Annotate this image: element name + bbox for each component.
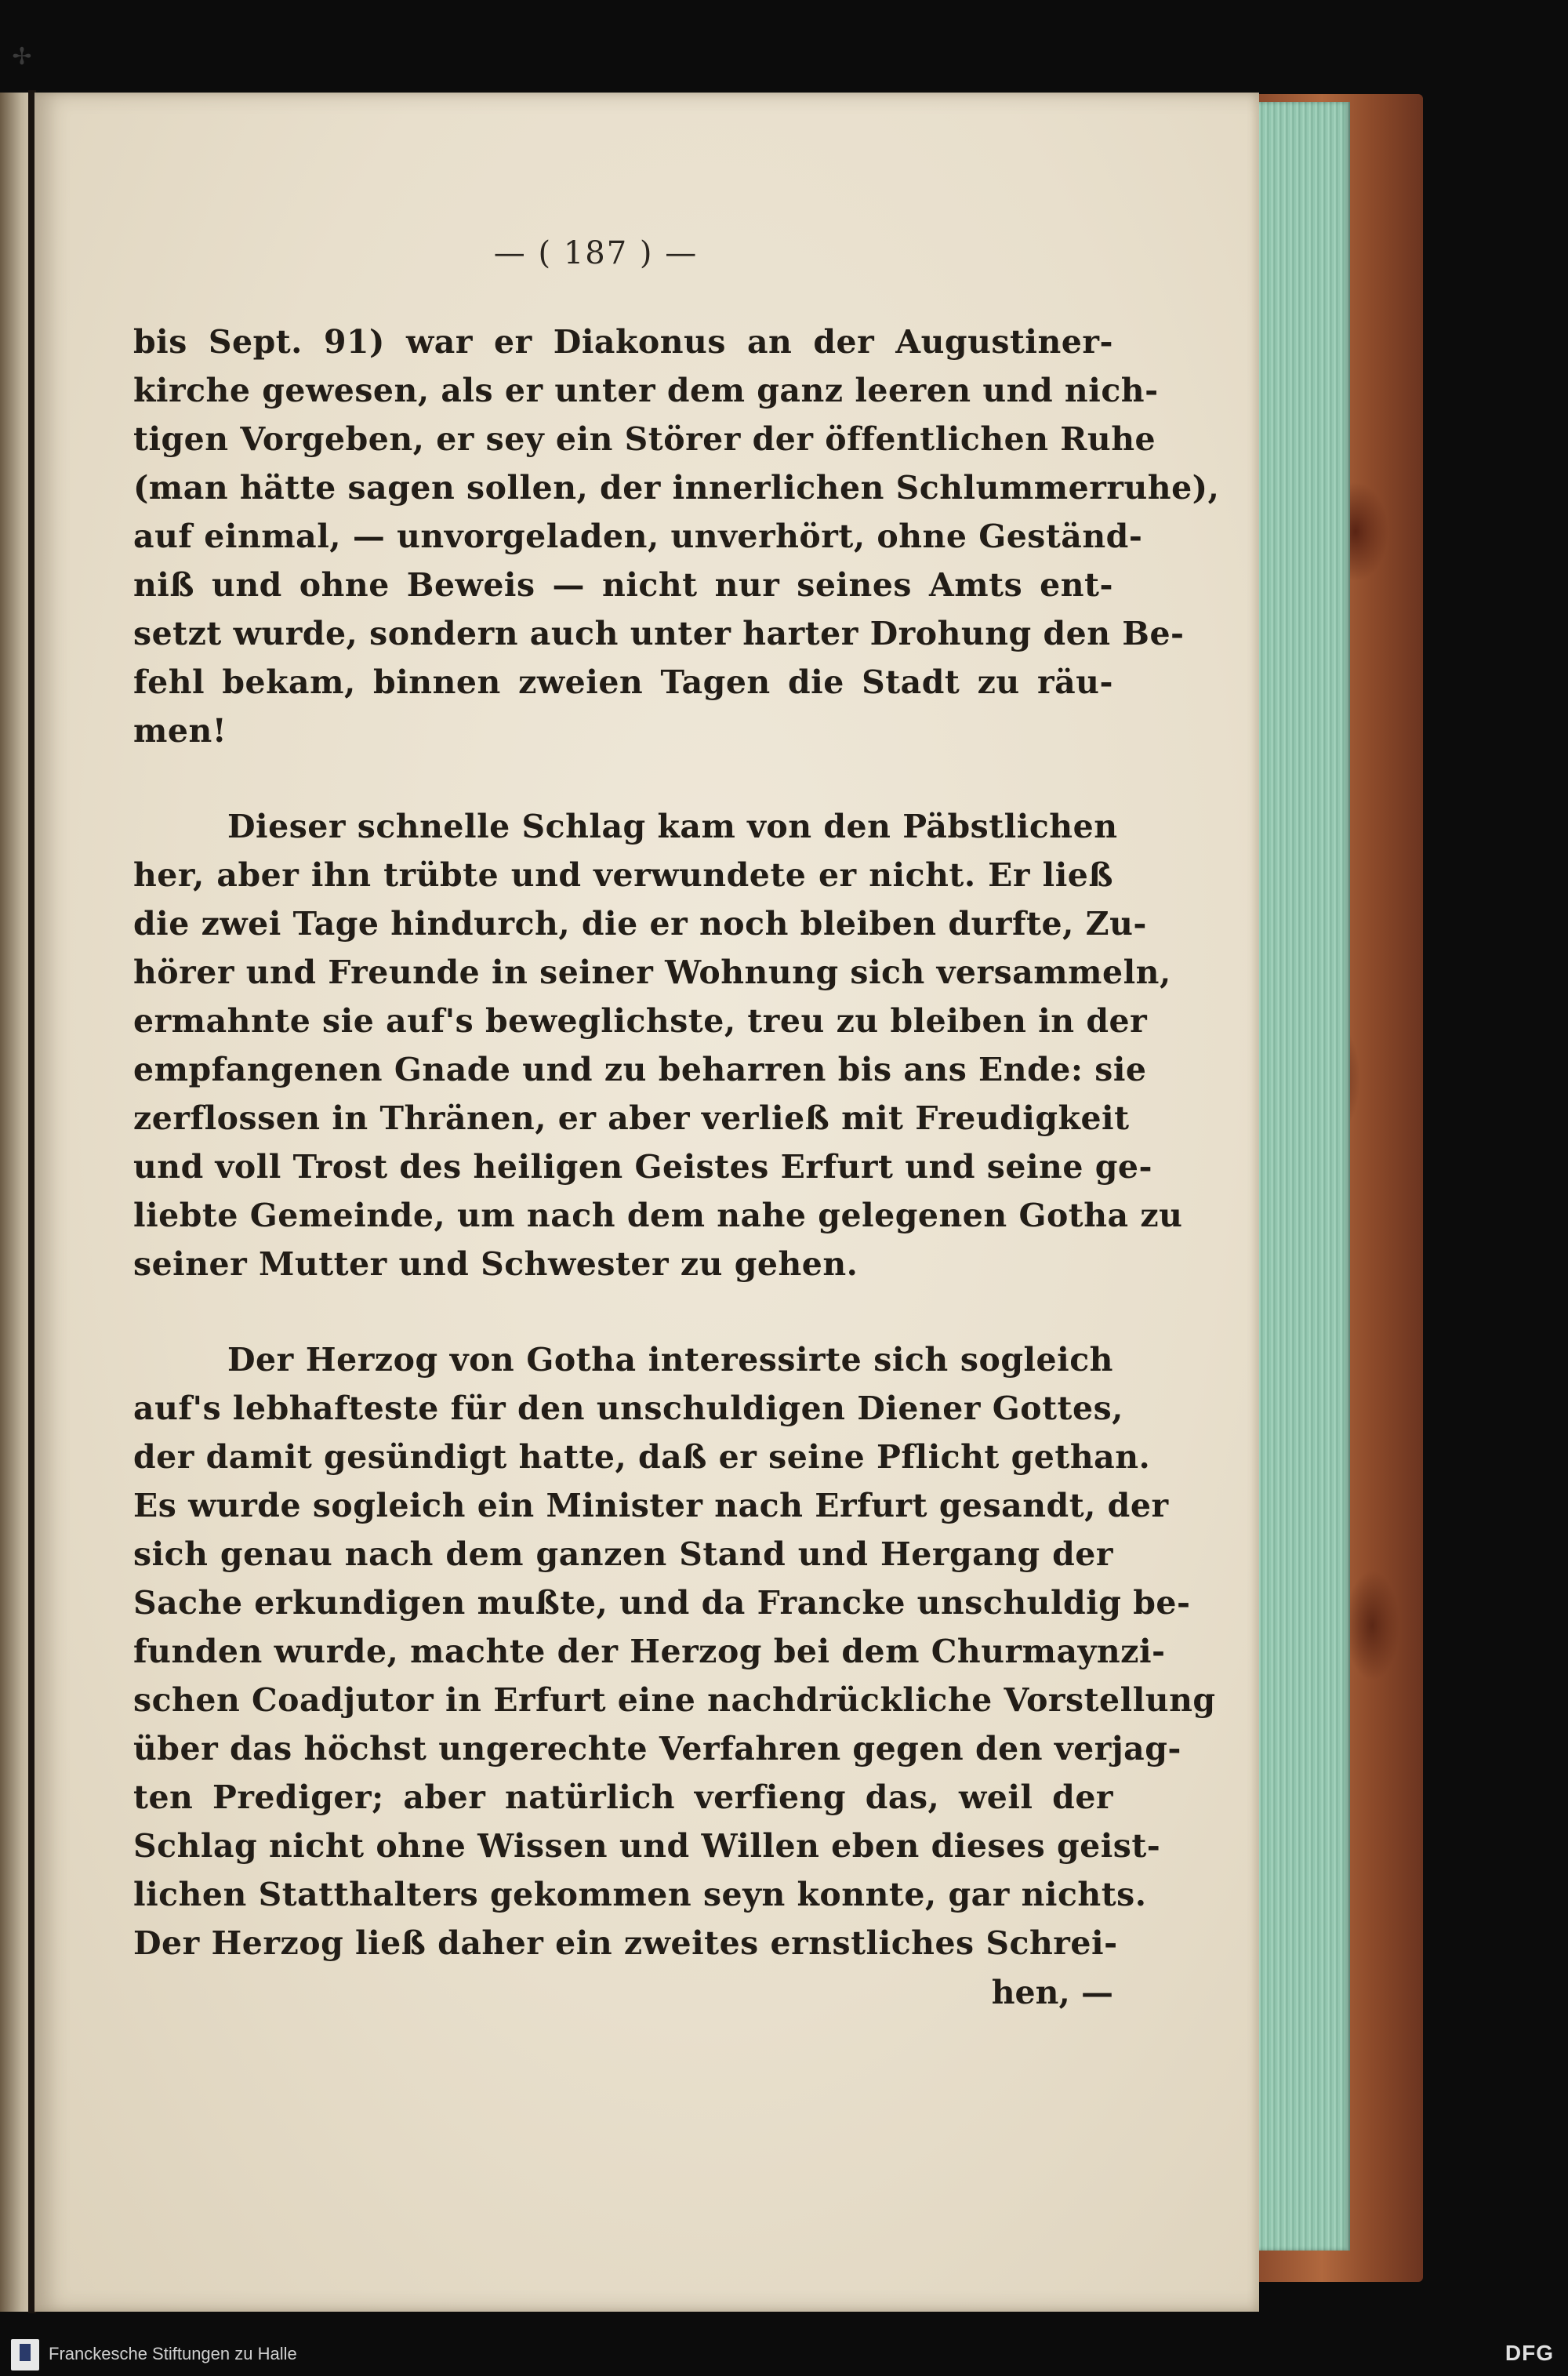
text-line: Der Herzog von Gotha interessirte sich sogleich xyxy=(227,1341,1113,1379)
institution-logo-icon xyxy=(11,2339,39,2371)
viewer-footer xyxy=(0,2333,1568,2376)
text-line: tigen Vorgeben, er sey ein Störer der öffentlichen Ruhe xyxy=(133,420,1156,458)
text-line: der damit gesündigt hatte, daß er seine Pflicht gethan. xyxy=(133,1438,1151,1476)
paragraph-3 xyxy=(133,1335,1216,1967)
text-line: setzt wurde, sondern auch unter harter Drohung den Be- xyxy=(133,615,1185,652)
text-line: liebte Gemeinde, um nach dem nahe gelegenen Gotha zu xyxy=(133,1197,1183,1234)
fold-icon: ✢ xyxy=(12,43,32,71)
paragraph-2 xyxy=(133,802,1183,1288)
text-line: men! xyxy=(133,712,227,750)
text-line: Schlag nicht ohne Wissen und Willen eben dieses geist- xyxy=(133,1827,1161,1865)
text-line: auf einmal, — unvorgeladen, unverhört, ohne Geständ- xyxy=(133,518,1143,555)
text-line: hörer und Freunde in seiner Wohnung sich versammeln, xyxy=(133,954,1171,991)
text-line: und voll Trost des heiligen Geistes Erfurt und seine ge- xyxy=(133,1148,1152,1186)
text-line: auf's lebhafteste für den unschuldigen Diener Gottes, xyxy=(133,1390,1123,1427)
text-line: kirche gewesen, als er unter dem ganz leeren und nich- xyxy=(133,372,1159,409)
dfg-logo: DFG xyxy=(1504,2341,1554,2365)
text-line: die zwei Tage hindurch, die er noch bleiben durfte, Zu- xyxy=(133,905,1147,943)
page-edges xyxy=(1254,102,1350,2251)
text-line: seiner Mutter und Schwester zu gehen. xyxy=(133,1245,858,1283)
text-line: ermahnte sie auf's beweglichste, treu zu bleiben in der xyxy=(133,1002,1148,1040)
text-line: fehl bekam, binnen zweien Tagen die Stadt zu räu- xyxy=(133,663,1113,701)
text-line: zerflossen in Thränen, er aber verließ mit Freudigkeit xyxy=(133,1099,1130,1137)
text-line: Sache erkundigen mußte, und da Francke unschuldig be- xyxy=(133,1584,1191,1622)
text-line: Der Herzog ließ daher ein zweites ernstliches Schrei- xyxy=(133,1924,1118,1962)
page-header: — ( 187 ) — xyxy=(493,235,699,271)
text-line: sich genau nach dem ganzen Stand und Hergang der xyxy=(133,1535,1113,1573)
text-line: bis Sept. 91) war er Diakonus an der Augustiner- xyxy=(133,323,1113,361)
text-line: Dieser schnelle Schlag kam von den Päbstlichen xyxy=(227,808,1118,845)
text-line: schen Coadjutor in Erfurt eine nachdrückliche Vorstellung xyxy=(133,1681,1216,1719)
text-line: Es wurde sogleich ein Minister nach Erfurt gesandt, der xyxy=(133,1487,1169,1524)
text-line: her, aber ihn trübte und verwundete er nicht. Er ließ xyxy=(133,856,1113,894)
paragraph-1 xyxy=(133,318,1220,755)
body-text xyxy=(133,318,1220,1967)
text-line: lichen Statthalters gekommen seyn konnte, gar nichts. xyxy=(133,1876,1147,1913)
text-line: funden wurde, machte der Herzog bei dem Churmaynzi- xyxy=(133,1633,1166,1670)
catchword: hen, — xyxy=(991,1974,1113,2011)
text-line: ten Prediger; aber natürlich verfieng das, weil der xyxy=(133,1778,1113,1816)
text-line: niß und ohne Beweis — nicht nur seines Amts ent- xyxy=(133,566,1113,604)
institution-name: Franckesche Stiftungen zu Halle xyxy=(49,2344,297,2363)
text-line: (man hätte sagen sollen, der innerlichen Schlummerruhe), xyxy=(133,469,1220,507)
text-line: empfangenen Gnade und zu beharren bis ans Ende: sie xyxy=(133,1051,1147,1088)
text-line: über das höchst ungerechte Verfahren gegen den verjag- xyxy=(133,1730,1181,1767)
